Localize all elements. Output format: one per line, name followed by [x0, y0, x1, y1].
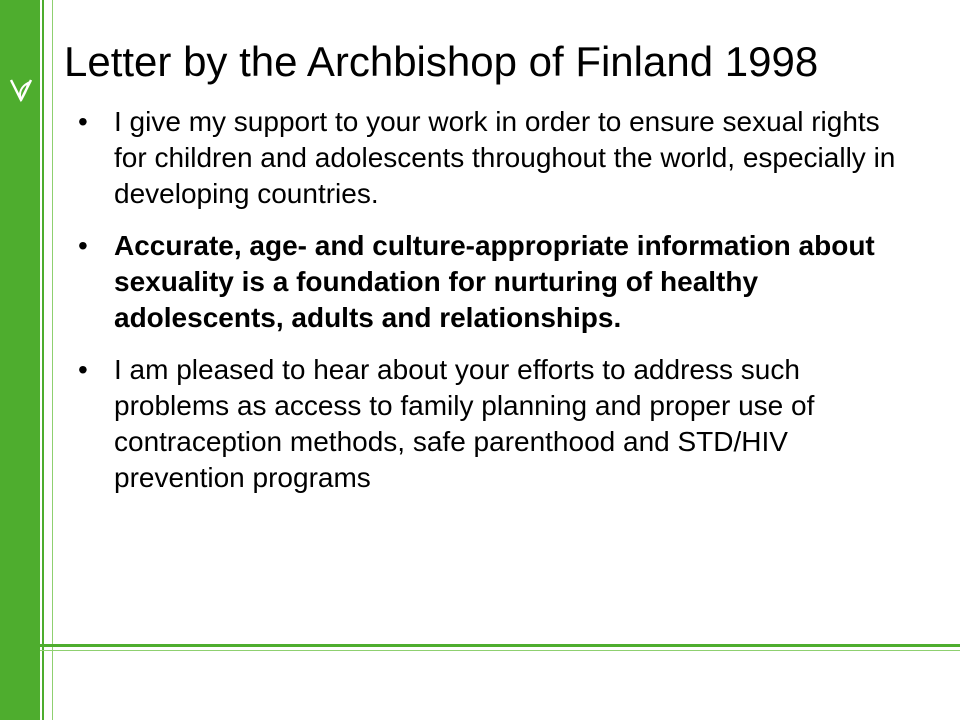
bullet-text: Accurate, age- and culture-appropriate information about sexuality is a foundation for nurturing of healthy adolescents, adults and relationships.: [114, 230, 875, 333]
left-accent-bar: [0, 0, 40, 720]
left-accent-line: [42, 0, 44, 720]
bottom-divider: [40, 644, 960, 647]
left-accent-line-thin: [52, 0, 53, 720]
bullet-marker: •: [78, 230, 88, 261]
bullet-text: I am pleased to hear about your efforts to address such problems as access to family planning and proper use of contraception methods, safe parenthood and STD/HIV prevention programs: [114, 354, 815, 493]
bullet-list: [78, 104, 898, 512]
slide-title: Letter by the Archbishop of Finland 1998: [64, 38, 819, 85]
bullet-text: I give my support to your work in order to ensure sexual rights for children and adolescents throughout the world, especially in developing countries.: [114, 106, 896, 209]
bullet-item-emphasized: [78, 228, 898, 336]
bullet-item: [78, 352, 898, 496]
bullet-marker: •: [78, 106, 88, 137]
bullet-item: [78, 104, 898, 212]
bottom-divider-thin: [40, 650, 960, 651]
bullet-marker: •: [78, 354, 88, 385]
leaf-logo-icon: [8, 74, 34, 104]
